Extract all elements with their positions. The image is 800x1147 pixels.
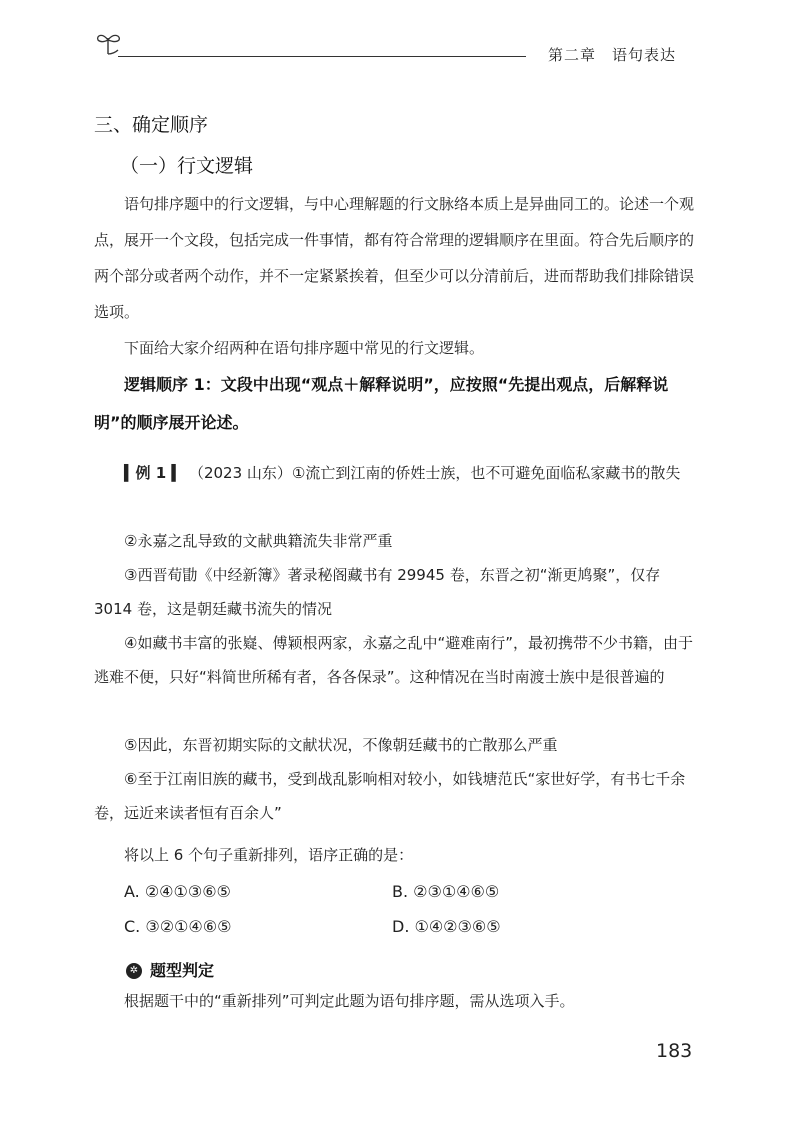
page-number: 183 (656, 1040, 693, 1062)
header-rule (118, 56, 526, 57)
analysis-badge: 题型判定 (150, 961, 215, 980)
chapter-header: 第二章 语句表达 (548, 46, 677, 64)
sub-title: （一）行文逻辑 (120, 155, 254, 177)
section-title: 三、确定顺序 (94, 114, 209, 136)
example-sentence-5: ⑤因此，东晋初期实际的文献状况，不像朝廷藏书的亡散那么严重 (124, 736, 558, 754)
example-intro (94, 456, 694, 490)
option-c[interactable]: C. ③②①④⑥⑤ (124, 917, 232, 936)
option-a[interactable]: A. ②④①③⑥⑤ (124, 882, 231, 901)
gear-icon: ✲ (126, 963, 142, 979)
option-d[interactable]: D. ①④②③⑥⑤ (392, 917, 501, 936)
analysis-text: 根据题干中的“重新排列”可判定此题为语句排序题，需从选项入手。 (124, 992, 575, 1010)
leaf-icon (94, 30, 124, 56)
paragraph-lead: 下面给大家介绍两种在语句排序题中常见的行文逻辑。 (124, 339, 485, 357)
option-b[interactable]: B. ②③①④⑥⑤ (392, 882, 500, 901)
paragraph-intro: 语句排序题中的行文逻辑，与中心理解题的行文脉络本质上是异曲同工的。论述一个观点，展开一个文段，包括完成一件事情，都有符合常理的逻辑顺序在里面。符合先后顺序的两个部分或者两个动作，并不一定紧紧挨着，但至少可以分清前后，进而帮助我们排除错误选项。 (94, 195, 695, 321)
logic-rule: 逻辑顺序 1：文段中出现“观点＋解释说明”，应按照“先提出观点，后解释说明”的顺序展开论述。 (94, 375, 669, 432)
example-sentence-6: ⑥至于江南旧族的藏书，受到战乱影响相对较小，如钱塘范氏“家世好学，有书七千余卷，远近来读者恒有百余人” (94, 770, 686, 822)
example-question: 将以上 6 个句子重新排列，语序正确的是： (124, 846, 414, 864)
example-sentence-1: （2023 山东）①流亡到江南的侨姓士族，也不可避免面临私家藏书的散失 (188, 464, 681, 482)
example-sentence-3: ③西晋荀勖《中经新簿》著录秘阁藏书有 29945 卷，东晋之初“渐更鸠聚”，仅存 3014 卷，这是朝廷藏书流失的情况 (94, 566, 661, 618)
example-sentence-2: ②永嘉之乱导致的文献典籍流失非常严重 (124, 532, 393, 550)
example-marker: ▍例 1 ▍ (124, 464, 183, 482)
example-sentence-4: ④如藏书丰富的张嶷、傅颖根两家，永嘉之乱中“避难南行”，最初携带不少书籍，由于逃难不便，只好“料简世所稀有者，各各保录”。这种情况在当时南渡士族中是很普遍的 (94, 634, 693, 686)
